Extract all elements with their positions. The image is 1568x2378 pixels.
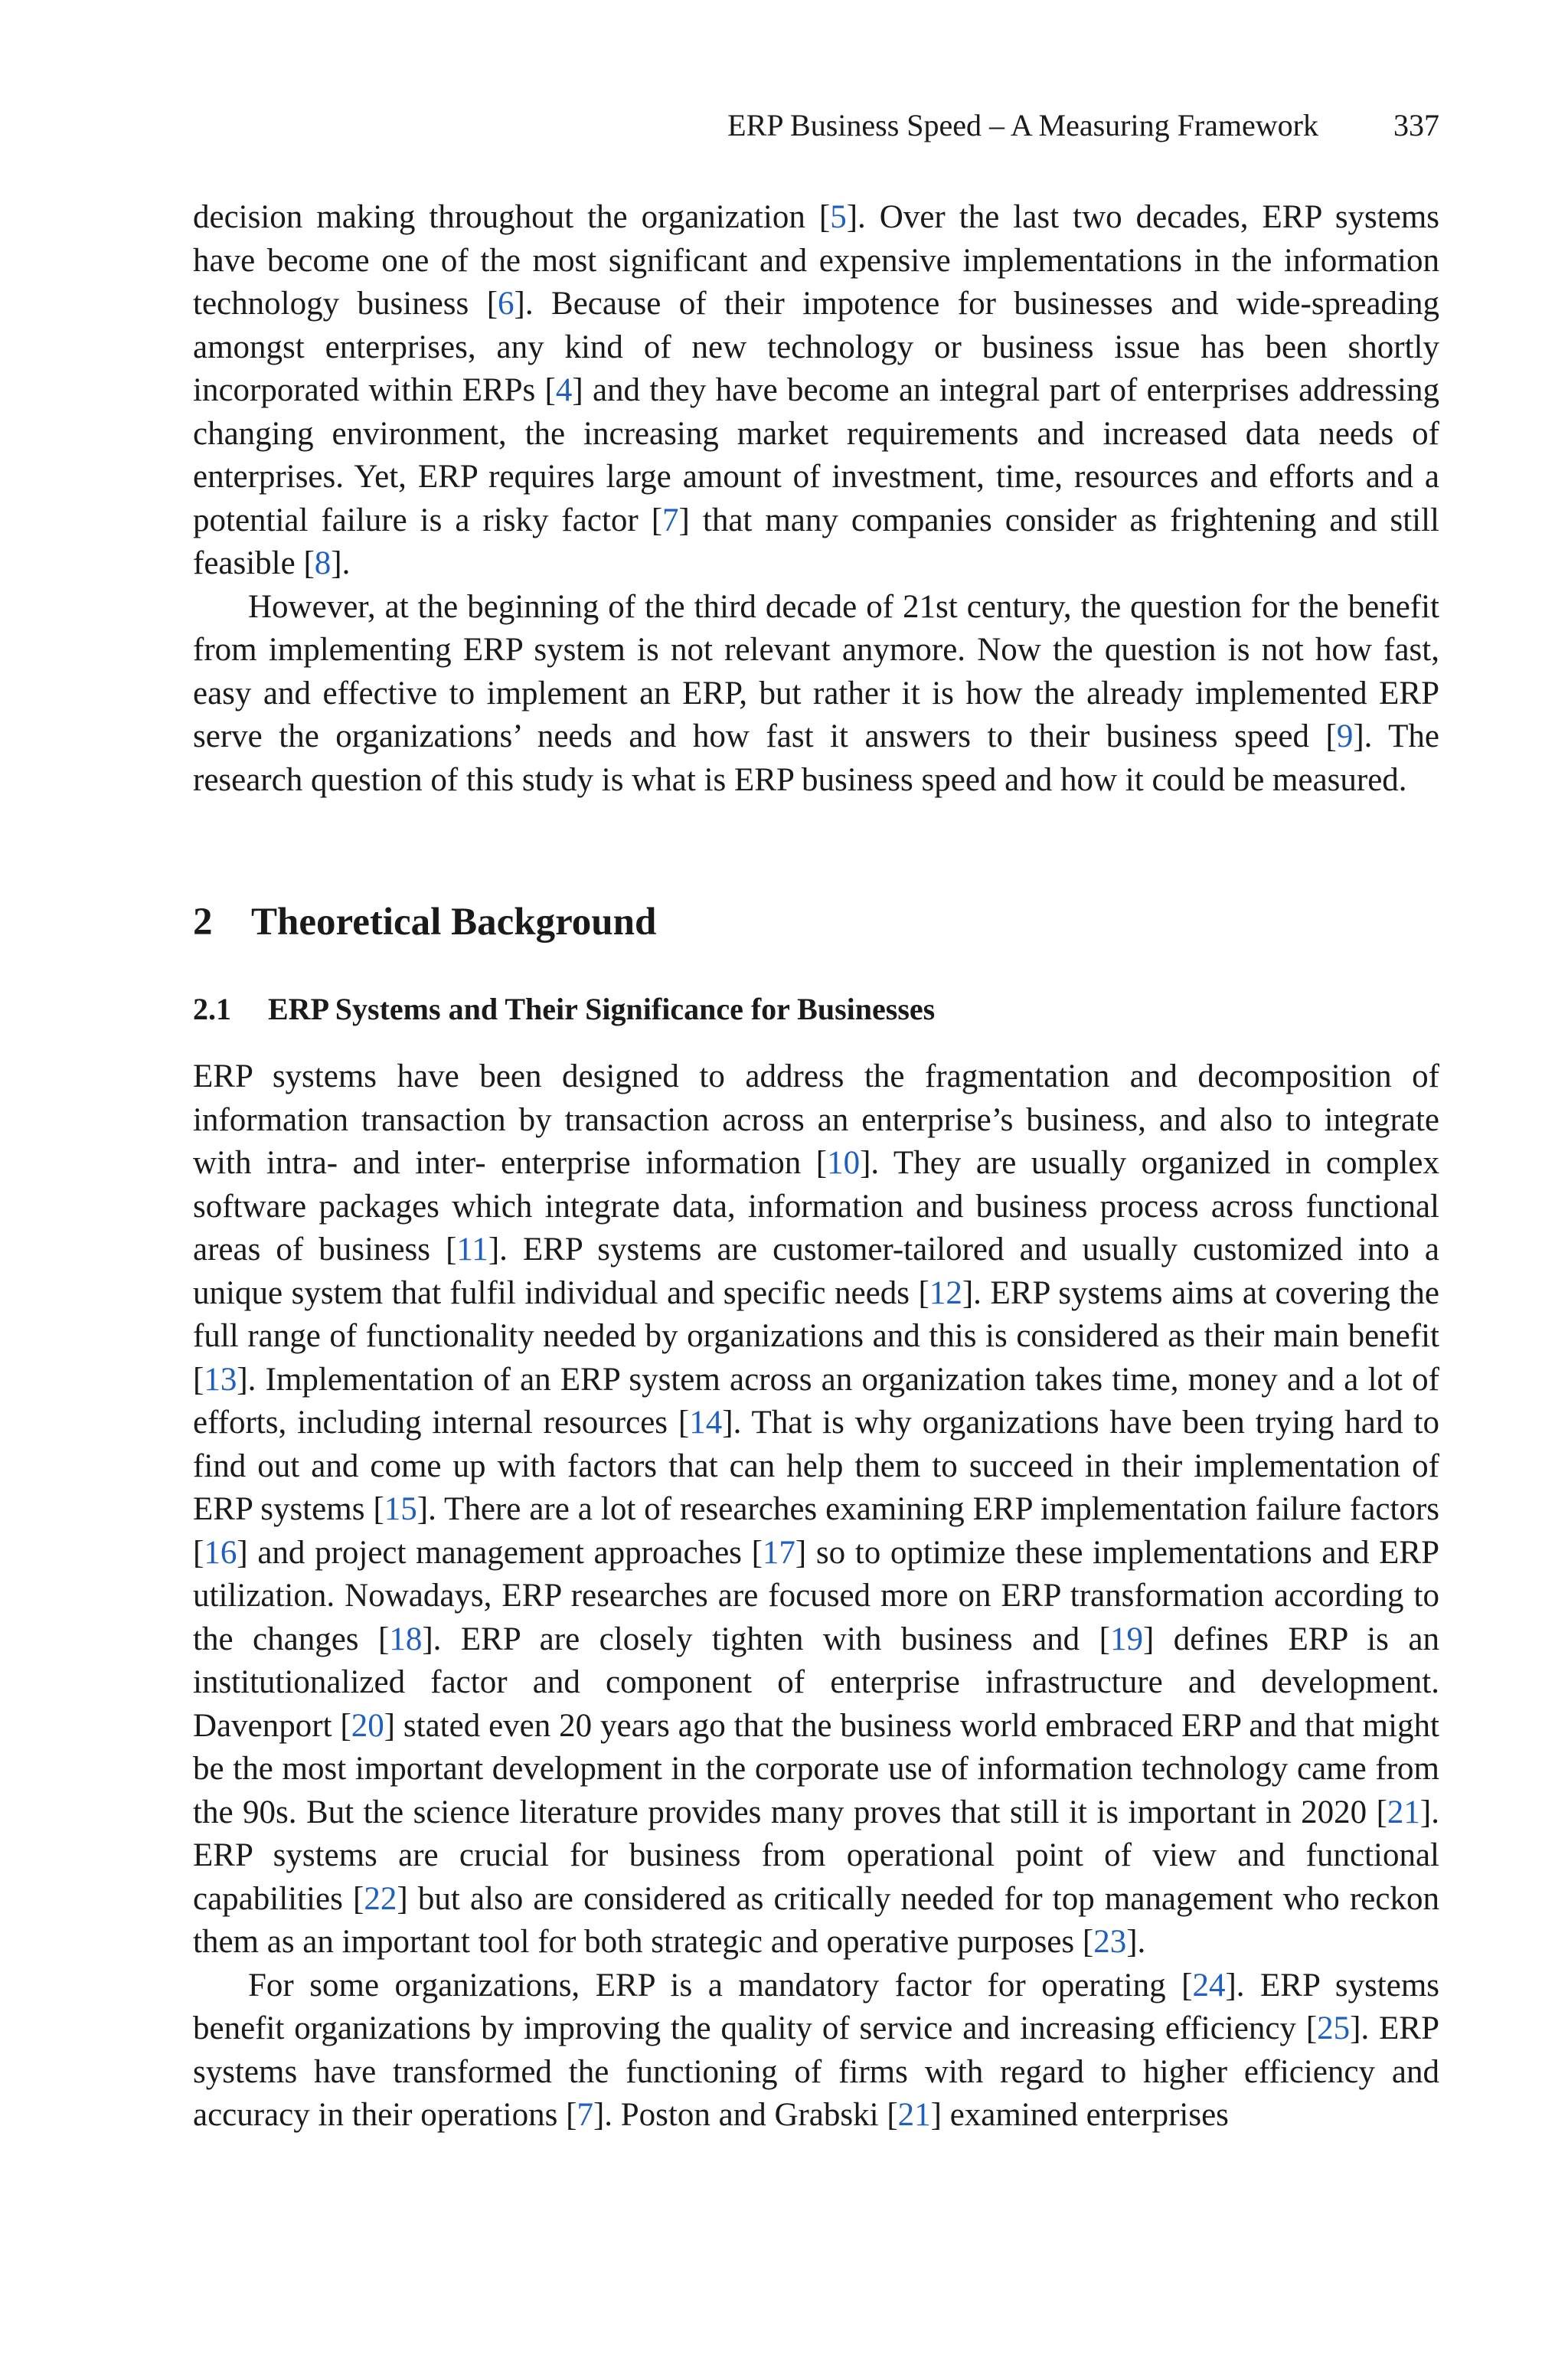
citation-link[interactable]: 21: [1387, 1794, 1420, 1830]
citation-link[interactable]: 16: [204, 1534, 237, 1571]
intro-text: [193, 196, 1439, 802]
text-run: ]. ERP systems benefit organizations by improving the quality of service and increasing efficiency [: [193, 1967, 1440, 2046]
text-run: ] defines ERP is an institutionalized factor and component of enterprise infrastructure and development. Davenport [: [193, 1621, 1440, 1744]
text-run: ]. There are a lot of researches examining ERP implementation failure factors [: [193, 1491, 1439, 1571]
citation-link[interactable]: 7: [577, 2097, 593, 2133]
text-run: ]. Because of their impotence for businesses and wide-spreading amongst enterprises, any kind of new technology or business issue has been shortly incorporated within ERPs [: [193, 286, 1439, 408]
citation-link[interactable]: 5: [830, 199, 847, 235]
citation-link[interactable]: 9: [1336, 718, 1354, 754]
citation-link[interactable]: 4: [555, 372, 573, 408]
section-2-1-text: [193, 1055, 1439, 2138]
text-run: ].: [1126, 1924, 1146, 1960]
citation-link[interactable]: 25: [1317, 2010, 1351, 2046]
citation-link[interactable]: 8: [314, 545, 332, 581]
section-heading: [193, 898, 656, 947]
text-run: ].: [331, 545, 351, 581]
text-run: ]. That is why organizations have been trying hard to find out and come up with factors that can help them to succeed in their implementation of ERP systems [: [193, 1405, 1440, 1527]
text-run: ]. Implementation of an ERP system across an organization takes time, money and a lot of efforts, including internal resources [: [193, 1361, 1439, 1441]
citation-link[interactable]: 15: [384, 1491, 417, 1527]
citation-link[interactable]: 21: [897, 2097, 931, 2133]
citation-link[interactable]: 10: [827, 1145, 861, 1181]
running-head: [193, 106, 1439, 146]
text-run: ]. Over the last two decades, ERP systems have become one of the most significant and expensive implementations in the information technology business [: [193, 199, 1440, 322]
subsection-number: 2.1: [193, 992, 231, 1026]
citation-link[interactable]: 7: [662, 502, 679, 538]
text-run: ]. ERP are closely tighten with business and [: [422, 1621, 1110, 1657]
citation-link[interactable]: 24: [1192, 1967, 1226, 2003]
subsection-title: ERP Systems and Their Significance for Businesses: [268, 992, 936, 1026]
citation-link[interactable]: 20: [351, 1707, 384, 1744]
citation-link[interactable]: 13: [204, 1361, 237, 1398]
text-run: ]. The research question of this study is what is ERP business speed and how it could be measured.: [193, 718, 1439, 798]
text-run: ] and project management approaches [: [237, 1534, 763, 1571]
citation-link[interactable]: 18: [389, 1621, 423, 1657]
paragraph-sec21-1: [193, 1055, 1439, 1964]
text-run: However, at the beginning of the third decade of 21st century, the question for the benefit from implementing ERP system is not relevant anymore. Now the question is not how fast, easy and effective to implement an ERP, but rather it is how the already implemented ERP serve the organizations’ needs and how fast it answers to their business speed [: [193, 588, 1439, 754]
text-run: ERP systems have been designed to address the fragmentation and decomposition of information transaction by transaction across an enterprise’s business, and also to integrate with intra- and inter- enterprise information [: [193, 1058, 1439, 1181]
text-run: ] that many companies consider as frightening and still feasible [: [193, 502, 1439, 581]
subsection-heading: [193, 989, 935, 1029]
section-number: 2: [193, 901, 213, 944]
text-run: ] so to optimize these implementations and ERP utilization. Nowadays, ERP researches are focused more on ERP transformation according to the changes [: [193, 1534, 1440, 1657]
text-run: decision making throughout the organization [: [193, 199, 831, 235]
citation-link[interactable]: 12: [929, 1274, 962, 1311]
text-run: ] stated even 20 years ago that the business world embraced ERP and that might be the most important development in the corporate use of information technology came from the 90s. But the science literature provides many proves that still it is important in 2020 [: [193, 1707, 1439, 1830]
text-run: ]. ERP systems are customer-tailored and usually customized into a unique system that fulfil individual and specific needs [: [193, 1232, 1439, 1311]
text-run: ] but also are considered as critically needed for top management who reckon them as an important tool for both strategic and operative purposes [: [193, 1880, 1439, 1960]
paragraph-sec21-2: [193, 1964, 1439, 2138]
text-run: ] examined enterprises: [930, 2097, 1229, 2133]
text-run: ]. ERP systems are crucial for business from operational point of view and functional capabilities [: [193, 1794, 1439, 1917]
running-head-title: ERP Business Speed – A Measuring Framework: [727, 108, 1318, 142]
text-run: ]. Poston and Grabski [: [593, 2097, 898, 2133]
citation-link[interactable]: 11: [456, 1232, 488, 1268]
citation-link[interactable]: 19: [1109, 1621, 1143, 1657]
citation-link[interactable]: 6: [498, 286, 514, 322]
citation-link[interactable]: 23: [1093, 1924, 1127, 1960]
text-run: For some organizations, ERP is a mandatory factor for operating [: [248, 1967, 1193, 2003]
text-run: ]. ERP systems have transformed the functioning of firms with regard to higher efficiency and accuracy in their operations [: [193, 2010, 1439, 2133]
citation-link[interactable]: 17: [762, 1534, 795, 1571]
text-run: ]. They are usually organized in complex software packages which integrate data, information and business process across functional areas of business [: [193, 1145, 1439, 1268]
page-number: 337: [1393, 108, 1439, 142]
citation-link[interactable]: 22: [364, 1880, 397, 1917]
citation-link[interactable]: 14: [689, 1405, 723, 1441]
text-run: ] and they have become an integral part of enterprises addressing changing environment, the increasing market requirements and increased data needs of enterprises. Yet, ERP requires large amount of investment, time, resources and efforts and a potential failure is a risky factor [: [193, 372, 1439, 538]
section-title: Theoretical Background: [251, 901, 657, 944]
paragraph-intro-1: [193, 196, 1439, 586]
paragraph-intro-2: [193, 586, 1439, 803]
text-run: ]. ERP systems aims at covering the full range of functionality needed by organizations and this is considered as their main benefit [: [193, 1274, 1439, 1398]
